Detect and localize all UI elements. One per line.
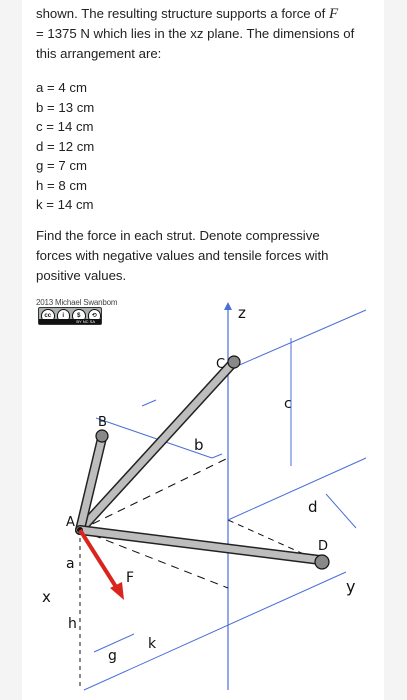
dim-line-top — [228, 310, 366, 370]
support-d-icon — [315, 555, 329, 569]
dim-line-d — [326, 494, 356, 528]
label-x: x — [42, 588, 51, 606]
dim-tick-b2 — [212, 454, 222, 458]
nc-icon: $ — [72, 309, 86, 323]
intro-line-3: this arrangement are: — [36, 46, 162, 61]
dimension-k: k = 14 cm — [36, 197, 94, 212]
intro-line-2: = 1375 N which lies in the xz plane. The dimensions of — [36, 26, 355, 41]
construction-line-ab — [80, 458, 228, 530]
problem-intro — [36, 4, 376, 64]
license-text: BY NC SA — [39, 319, 101, 324]
label-dim-b: b — [194, 436, 204, 454]
dimension-a: a = 4 cm — [36, 80, 87, 95]
question-line-1: Find the force in each strut. Denote compressive — [36, 228, 320, 243]
dimension-d: d = 12 cm — [36, 138, 95, 154]
label-dim-h: h — [68, 616, 77, 632]
dimension-h: h = 8 cm — [36, 177, 87, 193]
strut-diagram — [36, 298, 370, 696]
label-y: y — [346, 577, 356, 596]
label-dim-d: d — [308, 498, 318, 516]
license-badge — [38, 307, 102, 325]
question-line-3: positive values. — [36, 268, 127, 283]
dimension-c: c = 14 cm — [36, 119, 94, 134]
label-point-a: A — [66, 515, 75, 530]
figure-credit: 2013 Michael Swanbom — [36, 298, 118, 307]
label-dim-g: g — [108, 648, 117, 664]
label-force-f: F — [126, 570, 135, 586]
label-point-d: D — [318, 539, 329, 554]
dim-tick-b1 — [142, 400, 156, 406]
dimension-g: g = 7 cm — [36, 158, 87, 173]
label-point-b: B — [98, 415, 107, 430]
strut-ad — [80, 530, 320, 560]
sa-icon: ⟲ — [88, 309, 102, 323]
dimension-b: b = 13 cm — [36, 99, 95, 115]
support-c-icon — [228, 356, 240, 368]
label-z: z — [238, 304, 246, 322]
dimension-list — [36, 78, 376, 215]
diagram-svg — [36, 298, 370, 696]
force-variable: F — [328, 6, 339, 22]
intro-line-1: shown. The resulting structure supports a force of — [36, 6, 329, 21]
label-dim-a: a — [66, 556, 75, 572]
support-b-icon — [96, 430, 108, 442]
question-text — [36, 226, 376, 286]
question-line-2: forces with negative values and tensile forces with — [36, 248, 329, 263]
cc-icon: cc — [41, 309, 55, 323]
dim-line-mid — [228, 458, 366, 520]
label-dim-c: c — [284, 396, 292, 412]
label-point-c: C — [216, 357, 226, 372]
label-dim-k: k — [148, 636, 157, 652]
dim-line-k — [84, 572, 346, 690]
by-icon: i — [57, 309, 71, 323]
z-axis-arrow — [224, 302, 232, 310]
force-arrow-icon — [110, 582, 124, 600]
